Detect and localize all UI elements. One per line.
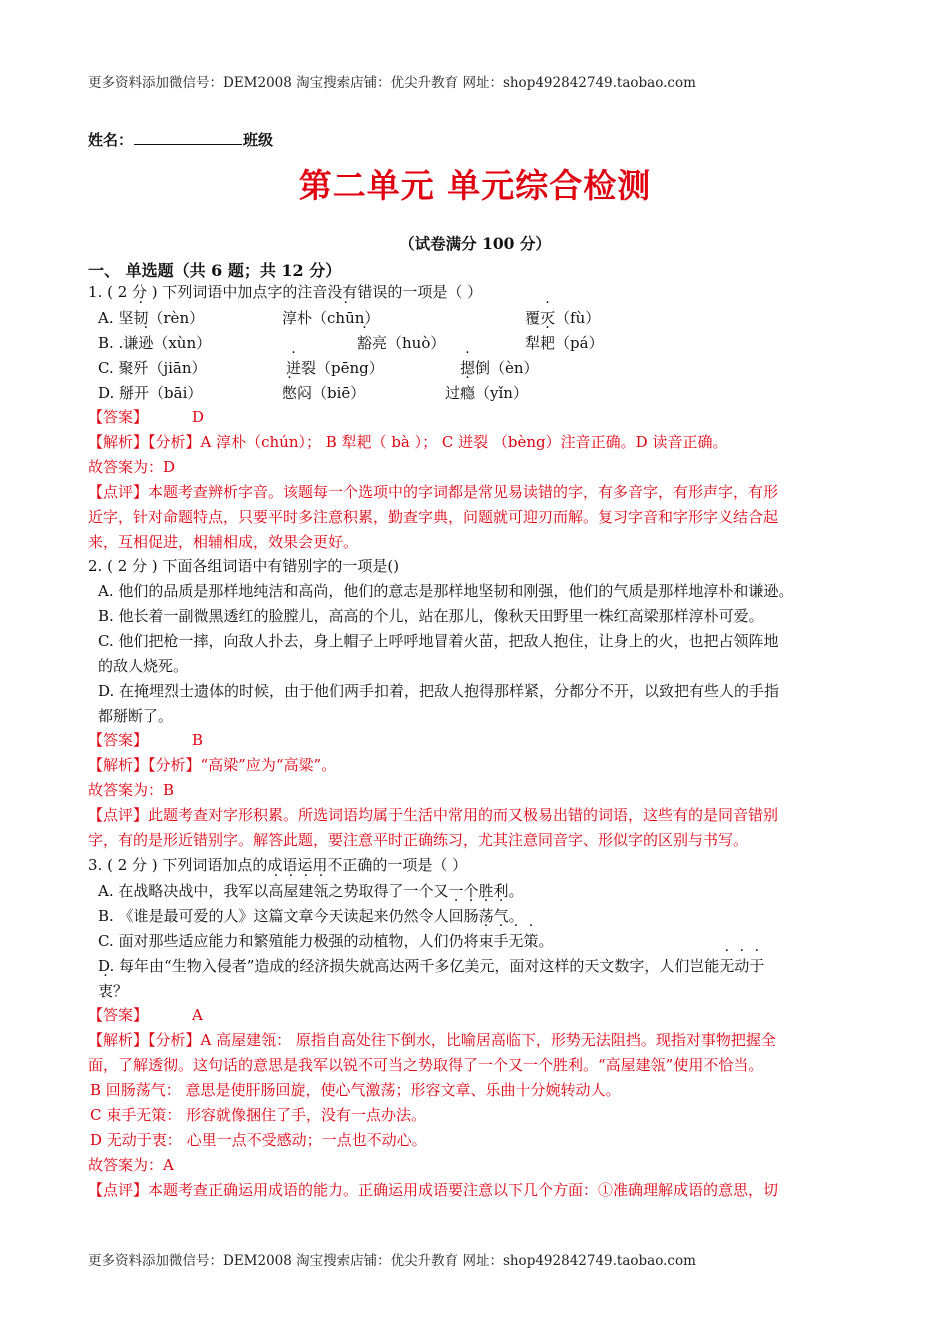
- q3-analysis-line2: 面，了解透彻。这句话的意思是我军以锐不可当之势取得了一个又一个胜利。“高屋建瓴”使用不恰当。: [88, 1056, 764, 1074]
- q3-note-b: B 回肠荡气： 意思是使肝肠回旋，使心气激荡；形容文章、乐曲十分婉转动人。: [90, 1081, 621, 1099]
- q1-option-c: C. 聚歼（jiān）: [98, 359, 207, 377]
- q2-analysis: 【解析】【分析】“高梁”应为“高粱”。: [88, 756, 337, 774]
- page-header: 更多资料添加微信号：DEM2008 淘宝搜索店铺：优尖升教育 网址：shop492842749.taobao.com: [88, 75, 696, 91]
- q2-option-b: B. 他长着一副微黑透红的脸膛儿，高高的个儿，站在那儿，像秋天田野里一株红高梁那样淳朴可爱。: [98, 607, 764, 625]
- section-heading: 一、 单选题（共 6 题；共 12 分）: [88, 261, 342, 280]
- q1-option-b-word3: 犁耙（pá）: [525, 334, 604, 352]
- q1-option-a: A. 坚韧（rèn）: [98, 309, 205, 327]
- q2-comment-line2: 字，有的是形近错别字。解答此题，要注意平时正确练习，尤其注意同音字、形似字的区别与书写。: [88, 831, 749, 849]
- q2-stem: 2. ( 2 分 ) 下面各组词语中有错别字的一项是(): [88, 557, 400, 575]
- q2-answer: 【答案】 B: [88, 731, 204, 749]
- q2-option-c: C. 他们把枪一摔，向敌人扑去，身上帽子上呼呼地冒着火苗，把敌人抱住，让身上的火，也把占领阵地: [98, 632, 779, 650]
- page-footer: 更多资料添加微信号：DEM2008 淘宝搜索店铺：优尖升教育 网址：shop492842749.taobao.com: [88, 1253, 696, 1269]
- q1-option-a-word3: 覆灭（fù）: [525, 309, 601, 327]
- q3-note-d: D 无动于衷： 心里一点不受感动；一点也不动心。: [90, 1131, 427, 1149]
- q3-conclusion: 故答案为：A: [88, 1156, 174, 1174]
- q3-option-a: A. 在战略决战中，我军以高屋建瓴之势取得了一个又一个胜利。: [98, 882, 524, 900]
- q1-option-b: B. .谦逊（xùn）: [98, 334, 212, 352]
- q1-option-d-word3: 过瘾（yǐn）: [445, 384, 528, 402]
- q3-option-d: D. 每年由“生物入侵者”造成的经济损失就高达两千多亿美元，面对这样的天文数字，人们岂能无动于: [98, 957, 765, 975]
- q3-option-b: B. 《谁是最可爱的人》这篇文章今天读起来仍然令人回肠荡气。: [98, 907, 524, 925]
- q3-stem: 3. ( 2 分 ) 下列词语加点的成语运用不正确的一项是（ ）: [88, 856, 468, 874]
- name-label: 姓名：: [88, 131, 134, 149]
- q2-option-d: D. 在掩埋烈士遗体的时候，由于他们两手扣着，把敌人抱得那样紧，分都分不开，以致把有些人的手指: [98, 682, 780, 700]
- q1-conclusion: 故答案为：D: [88, 458, 176, 476]
- q2-option-d-cont: 都掰断了。: [98, 707, 174, 725]
- q1-option-b-word2: 豁亮（huò）: [357, 334, 446, 352]
- q1-option-c-word2: 迸裂（pēng）: [286, 359, 384, 377]
- q1-stem: 1. ( 2 分 ) 下列词语中加点字的注音没有错误的一项是（ ）: [88, 283, 483, 301]
- q3-option-c: C. 面对那些适应能力和繁殖能力极强的动植物，人们仍将束手无策。: [98, 932, 554, 950]
- q1-option-a-word2: 淳朴（· chūn）: [282, 308, 379, 328]
- q3-option-d-cont: 衷？: [98, 982, 129, 1000]
- q2-comment-line1: 【点评】此题考查对字形积累。所选词语均属于生活中常用的而又极易出错的词语，这些有的是同音错别: [88, 806, 779, 824]
- q3-note-c: C 束手无策： 形容就像捆住了手，没有一点办法。: [90, 1106, 427, 1124]
- class-label: 班级: [243, 131, 274, 149]
- q1-answer: 【答案】 D: [88, 408, 205, 426]
- q3-analysis-line1: 【解析】【分析】A 高屋建瓴： 原指自高处往下倒水，比喻居高临下，形势无法阻挡。现指对事物把握全: [88, 1031, 776, 1049]
- q3-comment-line1: 【点评】本题考查正确运用成语的能力。正确运用成语要注意以下几个方面：①准确理解成语的意思，切: [88, 1181, 779, 1199]
- page-subtitle: （试卷满分 100 分）: [399, 234, 551, 253]
- q3-answer: 【答案】 A: [88, 1006, 203, 1024]
- q2-conclusion: 故答案为：B: [88, 781, 175, 799]
- name-blank: [134, 130, 242, 145]
- q1-option-d-word2: 憋闷（biē）: [282, 384, 366, 402]
- q1-analysis: 【解析】【分析】A 淳朴（chún）； B 犁耙（ bà ）； C 迸裂 （bèng）注音正确。D 读音正确。: [88, 433, 728, 451]
- q1-option-d: D. 掰开（bāi）: [98, 384, 203, 402]
- name-class-line: [88, 129, 273, 150]
- q1-option-c-word3: 摁倒（èn）: [460, 359, 539, 377]
- q1-comment-line3: 来，互相促进，相辅相成，效果会更好。: [88, 533, 359, 551]
- q1-comment-line1: 【点评】本题考查辨析字音。该题每一个选项中的字词都是常见易读错的字，有多音字，有形声字，有形: [88, 483, 779, 501]
- q1-comment-line2: 近字，针对命题特点，只要平时多注意积累，勤查字典，问题就可迎刃而解。复习字音和字形字义结合起: [88, 508, 779, 526]
- q2-option-a: A. 他们的品质是那样地纯洁和高尚，他们的意志是那样地坚韧和刚强，他们的气质是那样地淳朴和谦逊。: [98, 582, 794, 600]
- page-title: 第二单元 单元综合检测: [298, 166, 652, 205]
- q2-option-c-cont: 的敌人烧死。: [98, 657, 189, 675]
